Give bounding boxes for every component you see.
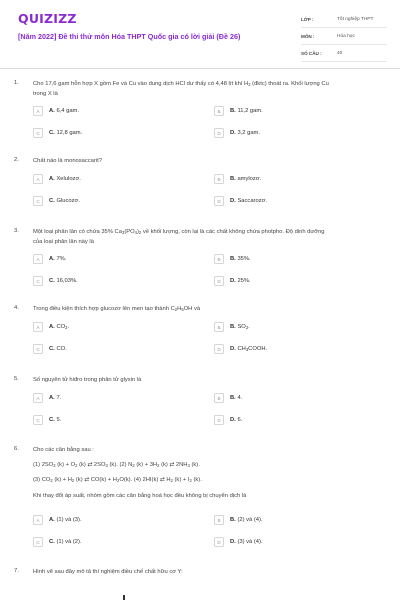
option-key: C. [49, 277, 55, 284]
question-text [33, 157, 385, 166]
option-text: D. 25%. [230, 277, 251, 284]
subscript: 2 [71, 478, 75, 484]
subscript: 2 [189, 478, 192, 484]
option-text: D. 3,2 gam. [230, 129, 260, 136]
meta-row-class [301, 14, 387, 28]
option-text: C. Glucozơ. [49, 197, 80, 204]
option-text: A. 7. [49, 394, 62, 401]
question-line: Số nguyên tử hiđro trong phân tử glyxin là [33, 377, 142, 383]
subscript: 2 [75, 462, 78, 468]
option-letter-box: A [33, 174, 43, 184]
option-key: A. [49, 175, 55, 182]
meta-label: MÔN : [301, 34, 315, 39]
question-line: Cho 17,6 gam hỗn hợp X gồm Fe và Cu vào dung dịch HCl dư thấy có 4,48 lít khí $H_2$ (đktc) thoát ra. Khối lượng Cu [33, 81, 329, 87]
subscript: 3 [105, 462, 108, 468]
question-line: Hình vẽ sau đây mô tả thí nghiệm điều chế chất hữu cơ Y: [33, 569, 183, 575]
question-line: Cho các cân bằng sau : [33, 447, 94, 453]
option-letter-box: C [33, 196, 43, 206]
option-key: A. [49, 516, 55, 523]
option-letter-box: C [33, 415, 43, 425]
question-number: 3. [14, 228, 19, 234]
header-divider [0, 68, 400, 69]
option-letter-box: B [214, 515, 224, 525]
subscript: 2 [116, 478, 120, 484]
option-letter-box: B [214, 174, 224, 184]
option-text: A. 6,4 gam. [49, 107, 79, 114]
question-text [33, 568, 385, 577]
question-line: Chất nào là monosaccarit? [33, 158, 102, 164]
option-key: A. [49, 323, 55, 330]
question-number: 1. [14, 80, 19, 86]
option-letter-box: B [214, 322, 224, 332]
option-text: B. 4. [230, 394, 243, 401]
option-key: B. [230, 255, 236, 262]
subscript: 4 [134, 230, 137, 235]
quizizz-logo: QUIZIZZ [18, 11, 77, 26]
meta-panel [301, 14, 387, 65]
subscript: 2 [138, 230, 142, 235]
subscript: 5 [181, 307, 184, 312]
question-number: 6. [14, 446, 19, 452]
meta-row-count [301, 48, 387, 62]
question-line: (3) $CO_2$ $(k) + H_2$ (k) ⇄ $CO(k) + H_2O(k)$. (4) 2HI(k) ⇄ $H_2$ $(k) + I_2$ (k). [33, 477, 202, 484]
page-title: [Năm 2022] Đề thi thử môn Hóa THPT Quốc gia có lời giải (Đề 26) [18, 32, 241, 41]
meta-value: Tốt nghiệp THPT [337, 17, 374, 22]
option-letter-box: A [33, 393, 43, 403]
option-key: D. [230, 416, 236, 423]
subscript: 2 [65, 324, 68, 330]
subscript: 2 [248, 82, 251, 87]
question-number: 2. [14, 157, 19, 163]
option-key: C. [49, 345, 55, 352]
option-letter-box: D [214, 276, 224, 286]
option-letter-box: D [214, 344, 224, 354]
meta-row-subject [301, 31, 387, 45]
option-text: D. 6. [230, 416, 243, 423]
option-key: B. [230, 175, 236, 182]
meta-label: SỐ CÂU : [301, 51, 322, 56]
subscript: 3 [187, 462, 190, 468]
option-key: D. [230, 197, 236, 204]
meta-value: 40 [337, 51, 343, 56]
option-letter-box: A [33, 515, 43, 525]
question-text [33, 446, 385, 500]
option-key: C. [49, 538, 55, 545]
option-text: C. CO. [49, 345, 67, 352]
option-key: D. [230, 277, 236, 284]
option-key: B. [230, 516, 236, 523]
option-text: D. $CH_3COOH$. [230, 345, 268, 352]
question-number: 7. [14, 568, 19, 574]
question-line: trong X là [33, 90, 58, 97]
option-text: C. 16,03%. [49, 277, 78, 284]
question-line: của loại phân lân này là [33, 238, 94, 245]
subscript: 3 [245, 346, 249, 352]
question-line: Một loại phân lân có chứa 35% $Ca_3(PO_4)_2$ về khối lượng, còn lại là các chất không chứa photpho. Độ dinh dưỡng [33, 229, 325, 235]
question-text [33, 228, 385, 246]
option-text: A. Xelulozơ. [49, 175, 81, 182]
option-letter-box: A [33, 254, 43, 264]
subscript: 3 [121, 230, 125, 235]
option-letter-box: B [214, 254, 224, 264]
meta-label: LỚP : [301, 17, 314, 22]
meta-value: Hóa học [337, 34, 355, 39]
option-text: A. $CO_2$. [49, 323, 70, 330]
option-letter-box: D [214, 196, 224, 206]
subscript: 2 [50, 478, 53, 484]
option-key: D. [230, 345, 236, 352]
option-text: B. 35%. [230, 255, 251, 262]
option-key: D. [230, 129, 236, 136]
question-number: 5. [14, 376, 19, 382]
option-key: A. [49, 107, 55, 114]
subscript: 2 [53, 462, 56, 468]
question-text [33, 376, 385, 385]
option-letter-box: B [214, 393, 224, 403]
option-key: C. [49, 129, 55, 136]
option-letter-box: C [33, 276, 43, 286]
option-text: B. (2) và (4). [230, 516, 263, 523]
option-text: A. 7%. [49, 255, 67, 262]
option-text: D. (3) và (4). [230, 538, 263, 545]
question-line: Trong điều kiện thích hợp glucozơ lên men tạo thành $C_2H_5OH$ và [33, 306, 201, 312]
option-letter-box: A [33, 106, 43, 116]
option-text: B. amylozơ. [230, 175, 262, 182]
option-key: A. [49, 394, 55, 401]
option-letter-box: B [214, 106, 224, 116]
question-line: (1) $2SO_2$ $(k) + O_2$ (k) ⇄ $2SO_3$ (k). (2) $N_2$ $(k) + 3H_2$ (k) ⇄ $2NH_3$ (k). [33, 461, 200, 468]
option-text: D. Saccarozơ. [230, 197, 268, 204]
option-key: C. [49, 416, 55, 423]
subscript: 2 [157, 462, 160, 468]
figure-fragment [123, 595, 125, 600]
option-key: A. [49, 255, 55, 262]
question-line: Khi thay đổi áp suất, nhóm gồm các cân bằng hoá học đều không bị chuyển dịch là [33, 492, 247, 499]
subscript: 2 [132, 462, 135, 468]
option-letter-box: D [214, 128, 224, 138]
option-key: B. [230, 394, 236, 401]
subscript: 2 [170, 478, 173, 484]
option-key: C. [49, 197, 55, 204]
subscript: 2 [245, 324, 249, 330]
question-number: 4. [14, 305, 19, 311]
option-key: B. [230, 107, 236, 114]
option-key: D. [230, 538, 236, 545]
option-text: C. 5. [49, 416, 62, 423]
subscript: 2 [174, 307, 178, 312]
option-key: B. [230, 323, 236, 330]
option-letter-box: C [33, 344, 43, 354]
question-text [33, 80, 385, 98]
option-text: C. (1) và (2). [49, 538, 82, 545]
option-letter-box: C [33, 128, 43, 138]
option-text: A. (1) và (3). [49, 516, 82, 523]
question-text [33, 305, 385, 315]
option-letter-box: D [214, 415, 224, 425]
option-letter-box: D [214, 537, 224, 547]
option-letter-box: A [33, 322, 43, 332]
option-text: C. 12,8 gam. [49, 129, 83, 136]
option-text: B. $SO_2$. [230, 323, 250, 330]
option-letter-box: C [33, 537, 43, 547]
option-text: B. 11,2 gam. [230, 107, 263, 114]
